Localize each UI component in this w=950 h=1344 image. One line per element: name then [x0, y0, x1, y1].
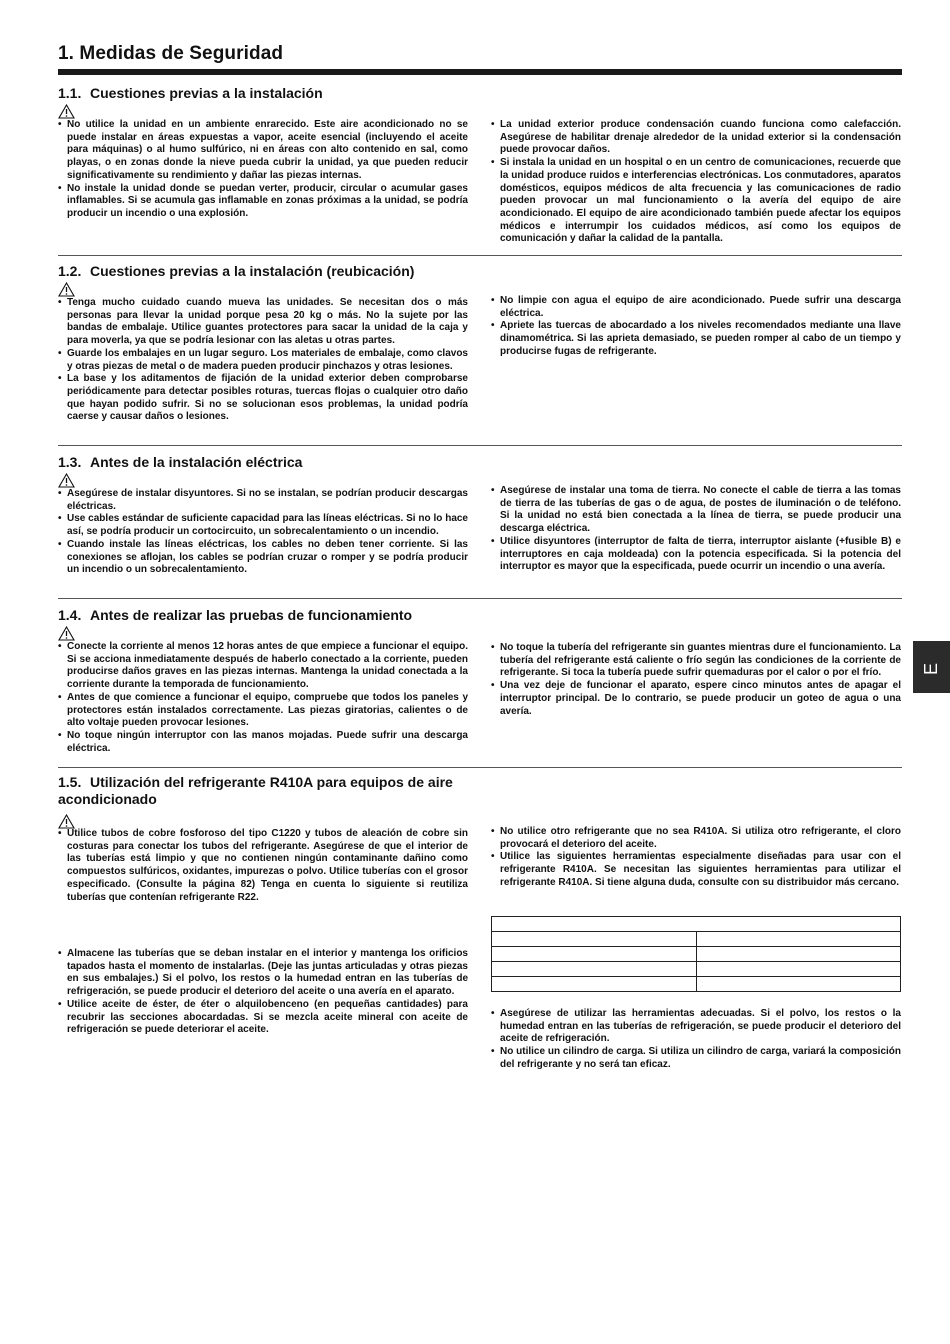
- right-column: [491, 826, 901, 890]
- section-number: 1.5.: [58, 774, 82, 790]
- table-row: [492, 977, 901, 992]
- section-title: [58, 774, 470, 808]
- table-cell: [492, 917, 901, 932]
- list-item: • Asegúrese de utilizar las herramientas adecuadas. Si el polvo, los restos o la humedad entran en las tuberías de refrigeración, se puede producir el deterioro del aceite de refrigeración.: [491, 1008, 901, 1046]
- tools-table: [491, 916, 901, 992]
- table-cell: [696, 962, 901, 977]
- left-column: [58, 297, 468, 424]
- list-item: • La unidad exterior produce condensación cuando funciona como calefacción. Asegúrese de habilitar drenaje alrededor de la unidad exterior si la condensación puede provocar daños.: [491, 119, 901, 157]
- left-column: [58, 119, 468, 221]
- right-column-lower: [491, 1008, 901, 1072]
- table-cell: [696, 977, 901, 992]
- table-row: [492, 932, 901, 947]
- list-item: • No toque la tubería del refrigerante sin guantes mientras dure el funcionamiento. La tubería del refrigerante está caliente o frío según las condiciones de la corriente de refrigerante. Si toca la tubería puede sufrir quemaduras por el calor o por el frío.: [491, 642, 901, 680]
- section-number: 1.4.: [58, 607, 82, 623]
- table-cell: [492, 962, 697, 977]
- language-tab-label: E: [921, 662, 941, 675]
- list-item: • Antes de que comience a funcionar el equipo, compruebe que todos los paneles y protectores están instalados correctamente. Las piezas giratorias, calientes o de alto voltaje pueden provocar lesiones.: [58, 692, 468, 730]
- section-divider: [58, 598, 902, 599]
- left-column-lower: [58, 948, 468, 1037]
- section-title-text: Antes de la instalación eléctrica: [90, 454, 303, 470]
- section-title: [58, 85, 478, 102]
- section-number: 1.3.: [58, 454, 82, 470]
- list-item: • Asegúrese de instalar una toma de tierra. No conecte el cable de tierra a las tomas de tierra de las tuberías de gas o de agua, de postes de iluminación o de teléfono. Si la unidad no está bien conectada a la línea de tierra, se puede producir una descarga eléctrica.: [491, 485, 901, 536]
- list-item: • No limpie con agua el equipo de aire acondicionado. Puede sufrir una descarga eléctrica.: [491, 295, 901, 320]
- list-item: • Tenga mucho cuidado cuando mueva las unidades. Se necesitan dos o más personas para llevar la unidad porque pesa 20 kg o más. No la sujete por las bandas de embalaje. Utilice guantes protectores para sacar la unidad de la caja y para moverla, ya que se podría lesionar con las aletas u otras partes.: [58, 297, 468, 348]
- section-title: [58, 607, 478, 624]
- right-column: [491, 642, 901, 718]
- section-divider: [58, 255, 902, 256]
- warning-icon: [58, 473, 75, 488]
- list-item: • Utilice tubos de cobre fosforoso del tipo C1220 y tubos de aleación de cobre sin costuras para conectar los tubos del refrigerante. Asegúrese de que el interior de las tuberías está limpio y que no contienen ningún contaminante dañino como compuestos sulfúricos, oxidantes, impurezas o polvo. Utilice tuberías con el grosor especificado. (Consulte la página 82) Tenga en cuenta lo siguiente si reutiliza tuberías que contenían refrigerante R22.: [58, 828, 468, 904]
- section-title-text: Cuestiones previas a la instalación (reubicación): [90, 263, 415, 279]
- list-item: • Utilice disyuntores (interruptor de falta de tierra, interruptor aislante (+fusible B) e interruptores en caja moldeada) con la potencia especificada. Si la potencia del interruptor es mayor que la especificada, puede ocurrir un incendio o una avería.: [491, 536, 901, 574]
- list-item: • Conecte la corriente al menos 12 horas antes de que empiece a funcionar el equipo. Si se acciona inmediatamente después de haberlo conectado a la corriente, pueden producirse daños graves en las piezas internas. Mantenga la unidad conectada a la corriente durante la temporada de funcionamiento.: [58, 641, 468, 692]
- table-cell: [696, 947, 901, 962]
- list-item: • La base y los aditamentos de fijación de la unidad exterior deben comprobarse periódicamente para detectar posibles roturas, tuercas flojas o cualquier otro daño que hayan podido sufrir. Si no se solucionan esos problemas, la unidad podría caerse y causar daños o lesiones.: [58, 373, 468, 424]
- list-item: • Cuando instale las líneas eléctricas, los cables no deben tener corriente. Si las conexiones se aflojan, los cables se podrían cruzar o romper y se podría producir un incendio o un sobrecalentamiento.: [58, 539, 468, 577]
- table-cell: [492, 932, 697, 947]
- section-number: 1.1.: [58, 85, 82, 101]
- list-item: • Una vez deje de funcionar el aparato, espere cinco minutos antes de apagar el interruptor principal. De lo contrario, se puede producir un goteo de agua o una avería.: [491, 680, 901, 718]
- left-column: [58, 828, 468, 904]
- warning-icon: [58, 104, 75, 119]
- section-number: 1.2.: [58, 263, 82, 279]
- right-column: [491, 295, 901, 359]
- language-tab: [913, 641, 950, 693]
- section-title: [58, 263, 478, 280]
- list-item: • Utilice las siguientes herramientas especialmente diseñadas para usar con el refrigerante R410A. Se necesitan las siguientes herramientas para utilizar el refrigerante R410A. Si tiene alguna duda, consulte con su distribuidor más cercano.: [491, 851, 901, 889]
- right-column: [491, 485, 901, 574]
- section-divider: [58, 767, 902, 768]
- list-item: • No utilice la unidad en un ambiente enrarecido. Este aire acondicionado no se puede instalar en áreas expuestas a vapor, aceite esencial (incluyendo el aceite para máquinas) o al humo sulfúrico, ni en áreas con alto contenido en sal, como playas, o en zonas donde la nieve pueda cubrir la unidad, ya que pueden reducir significativamente su rendimiento y dañar las piezas internas.: [58, 119, 468, 183]
- table-row: [492, 947, 901, 962]
- section-title-text: Cuestiones previas a la instalación: [90, 85, 323, 101]
- list-item: • No instale la unidad donde se puedan verter, producir, circular o acumular gases inflamables. Si se acumula gas inflamable en zonas próximas a la unidad, se podría producir un incendio o una explosión.: [58, 183, 468, 221]
- page-title: 1. Medidas de Seguridad: [58, 43, 284, 64]
- section-title-text: Utilización del refrigerante R410A para equipos de aire acondicionado: [58, 774, 453, 807]
- warning-icon: [58, 282, 75, 297]
- table-row: [492, 917, 901, 932]
- list-item: • Asegúrese de instalar disyuntores. Si no se instalan, se podrían producir descargas eléctricas.: [58, 488, 468, 513]
- list-item: • Utilice aceite de éster, de éter o alquilobenceno (en pequeñas cantidades) para recubrir las secciones abocardadas. Si se mezcla aceite mineral con aceite de refrigeración se puede deteriorar el aceite.: [58, 999, 468, 1037]
- table-cell: [492, 977, 697, 992]
- list-item: • No utilice un cilindro de carga. Si utiliza un cilindro de carga, variará la composición del refrigerante y no será tan eficaz.: [491, 1046, 901, 1071]
- list-item: • Guarde los embalajes en un lugar seguro. Los materiales de embalaje, como clavos y otras piezas de metal o de madera pueden producir pinchazos y otras lesiones.: [58, 348, 468, 373]
- section-title: [58, 454, 478, 471]
- list-item: • No toque ningún interruptor con las manos mojadas. Puede sufrir una descarga eléctrica.: [58, 730, 468, 755]
- list-item: • No utilice otro refrigerante que no sea R410A. Si utiliza otro refrigerante, el cloro provocará el deterioro del aceite.: [491, 826, 901, 851]
- section-divider: [58, 445, 902, 446]
- warning-icon: [58, 626, 75, 641]
- list-item: • Almacene las tuberías que se deban instalar en el interior y mantenga los orificios tapados hasta el momento de instalarlas. (Deje las juntas articuladas y otras piezas en sus embalajes.) Si el polvo, los restos o la humedad entran en las tuberías de refrigeración, se puede producir el deterioro del aceite o una avería en el aparato.: [58, 948, 468, 999]
- table-row: [492, 962, 901, 977]
- left-column: [58, 488, 468, 577]
- table-cell: [492, 947, 697, 962]
- table-cell: [696, 932, 901, 947]
- section-title-text: Antes de realizar las pruebas de funcionamiento: [90, 607, 413, 623]
- list-item: • Apriete las tuercas de abocardado a los niveles recomendados mediante una llave dinamométrica. Si las aprieta demasiado, se pueden romper al cabo de un tiempo y producirse fugas de refrigerante.: [491, 320, 901, 358]
- left-column: [58, 641, 468, 755]
- list-item: • Si instala la unidad en un hospital o en un centro de comunicaciones, recuerde que la unidad produce ruidos e interferencias electrónicas. Los conmutadores, aparatos domésticos, equipos médicos de alta frecuencia y las comunicaciones de radio pueden provocar un mal funcionamiento o la avería del equipo de aire acondicionado. El equipo de aire acondicionado también puede afectar los equipos médicos e interrumpir los cuidados médicos, así como los equipos de comunicación y dañar la calidad de la pantalla.: [491, 157, 901, 246]
- list-item: • Use cables estándar de suficiente capacidad para las líneas eléctricas. Si no lo hace así, se podría producir un cortocircuito, un sobrecalentamiento o un incendio.: [58, 513, 468, 538]
- warning-icon: [58, 814, 75, 829]
- right-column: [491, 119, 901, 246]
- title-rule: [58, 69, 902, 75]
